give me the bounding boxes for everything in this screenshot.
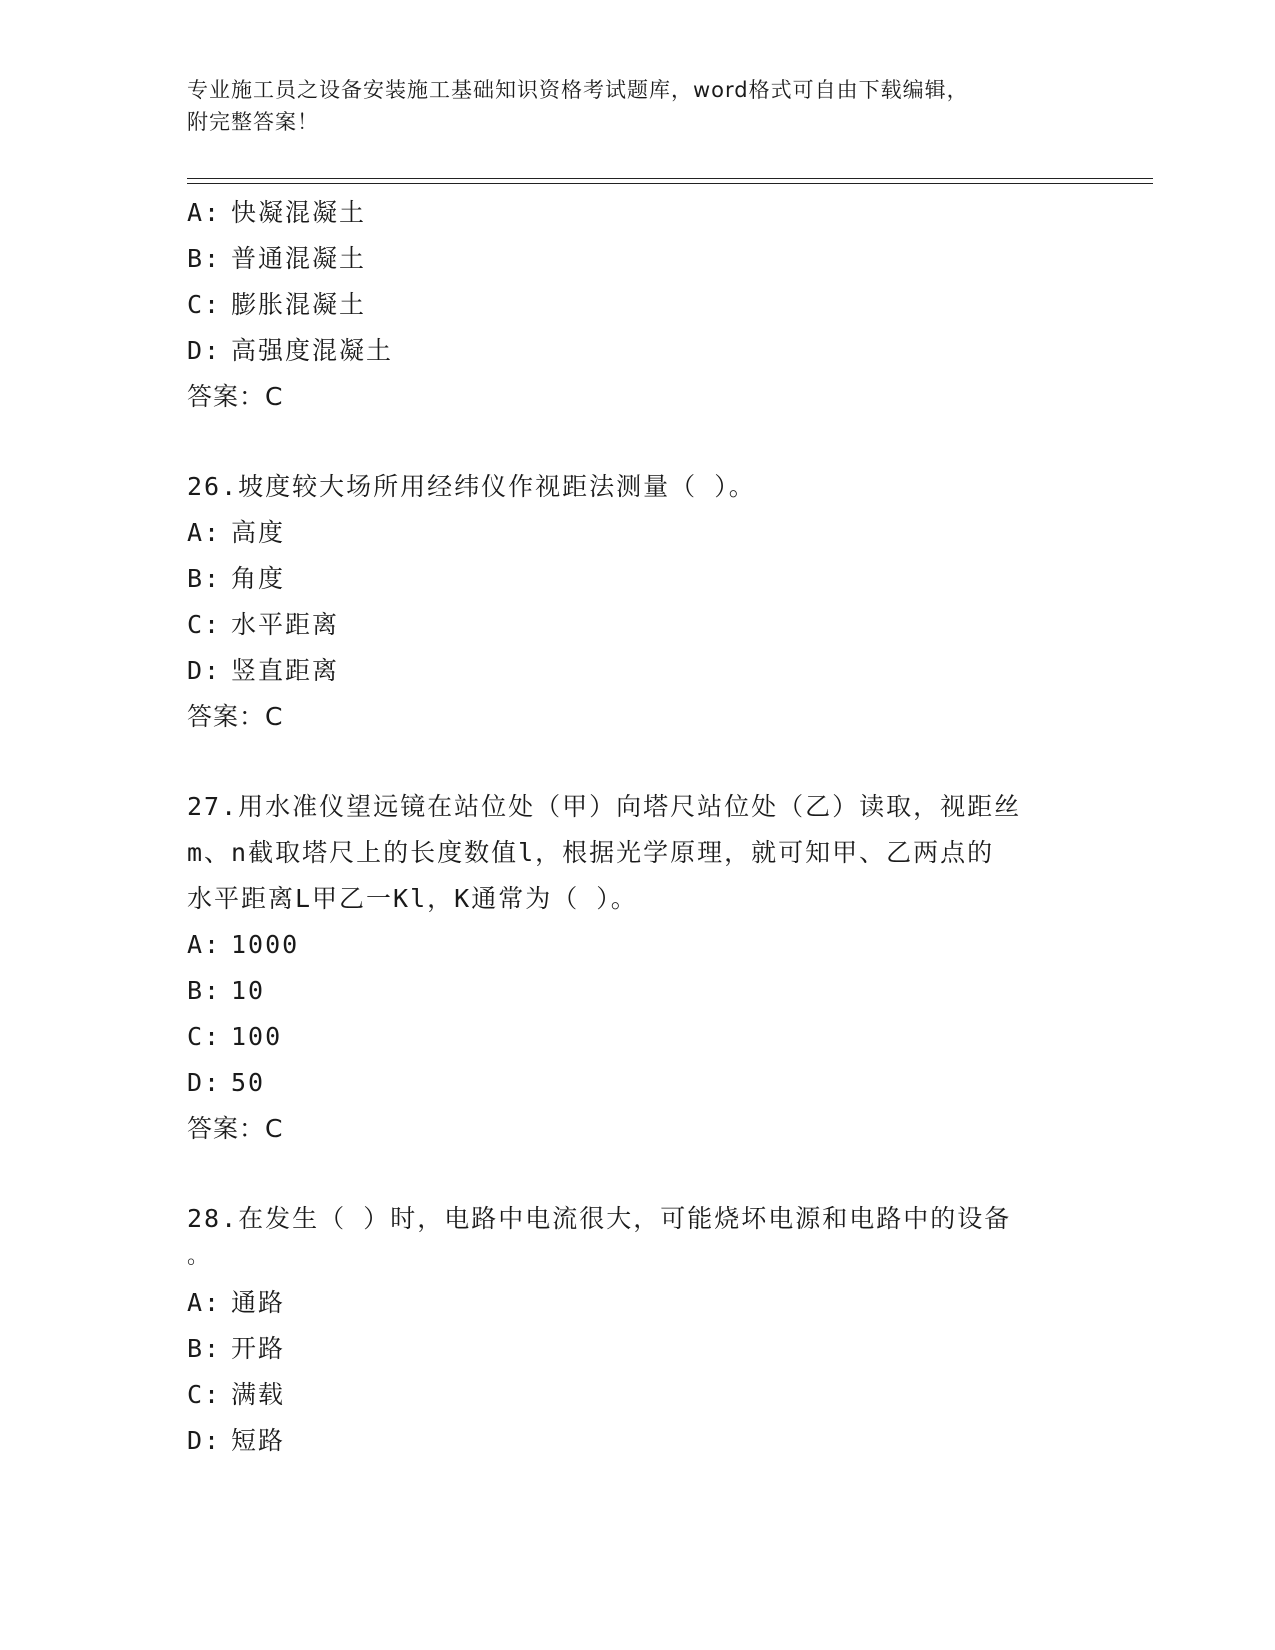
- option-letter: C:: [187, 610, 222, 639]
- option-c: [187, 282, 1087, 328]
- option-text: 通路: [231, 1288, 286, 1317]
- option-text: 高度: [231, 518, 286, 547]
- option-b: [187, 236, 1087, 282]
- header-divider-top: [187, 178, 1153, 179]
- option-d: [187, 648, 1087, 694]
- option-letter: D:: [187, 336, 222, 365]
- option-a: [187, 190, 1087, 236]
- option-letter: B:: [187, 244, 222, 273]
- option-text: 普通混凝土: [231, 244, 367, 273]
- question-stem-line-2: 。: [187, 1244, 212, 1269]
- question-28: [187, 1196, 1087, 1464]
- option-letter: B:: [187, 1334, 222, 1363]
- option-text: 水平距离: [231, 610, 340, 639]
- question-stem: 26.坡度较大场所用经纬仪作视距法测量（ ）。: [187, 472, 756, 501]
- answer-line: 答案：C: [187, 382, 284, 411]
- option-d: [187, 1060, 1087, 1106]
- option-text: 开路: [231, 1334, 286, 1363]
- option-text: 角度: [231, 564, 286, 593]
- option-letter: C:: [187, 290, 222, 319]
- option-letter: A:: [187, 198, 222, 227]
- header-line-2: 附完整答案！: [187, 110, 319, 134]
- answer-line: 答案：C: [187, 702, 284, 731]
- option-text: 膨胀混凝土: [231, 290, 367, 319]
- document-header: [187, 74, 1067, 138]
- option-a: [187, 922, 1087, 968]
- option-letter: A:: [187, 1288, 222, 1317]
- option-c: [187, 1014, 1087, 1060]
- option-b: [187, 1326, 1087, 1372]
- spacer: [187, 740, 1087, 784]
- question-25: [187, 190, 1087, 420]
- option-d: [187, 328, 1087, 374]
- option-letter: B:: [187, 564, 222, 593]
- question-list: [187, 190, 1087, 1464]
- question-27: [187, 784, 1087, 1152]
- option-letter: A:: [187, 518, 222, 547]
- option-text: 快凝混凝土: [231, 198, 367, 227]
- question-stem-line-3: 水平距离L甲乙一Kl，K通常为（ ）。: [187, 884, 638, 913]
- answer-line: 答案：C: [187, 1114, 284, 1143]
- option-text: 高强度混凝土: [231, 336, 394, 365]
- header-divider-bottom: [187, 183, 1153, 184]
- option-c: [187, 602, 1087, 648]
- option-text: 10: [231, 976, 266, 1005]
- option-text: 短路: [231, 1426, 286, 1455]
- option-letter: D:: [187, 1426, 222, 1455]
- option-c: [187, 1372, 1087, 1418]
- option-letter: B:: [187, 976, 222, 1005]
- option-text: 1000: [231, 930, 300, 959]
- question-stem-line-1: 27.用水准仪望远镜在站位处（甲）向塔尺站位处（乙）读取，视距丝: [187, 792, 1022, 821]
- question-26: [187, 464, 1087, 740]
- spacer: [187, 1152, 1087, 1196]
- question-stem-line-2: m、n截取塔尺上的长度数值l，根据光学原理，就可知甲、乙两点的: [187, 838, 995, 867]
- option-a: [187, 510, 1087, 556]
- option-text: 竖直距离: [231, 656, 340, 685]
- option-b: [187, 556, 1087, 602]
- spacer: [187, 420, 1087, 464]
- option-text: 满载: [231, 1380, 286, 1409]
- option-a: [187, 1280, 1087, 1326]
- option-letter: C:: [187, 1380, 222, 1409]
- option-letter: C:: [187, 1022, 222, 1051]
- option-b: [187, 968, 1087, 1014]
- question-stem-line-1: 28.在发生（ ）时，电路中电流很大，可能烧坏电源和电路中的设备: [187, 1204, 1012, 1233]
- option-letter: D:: [187, 1068, 222, 1097]
- header-line-1: 专业施工员之设备安装施工基础知识资格考试题库，word格式可自由下载编辑，: [187, 78, 969, 102]
- option-text: 100: [231, 1022, 283, 1051]
- option-text: 50: [231, 1068, 266, 1097]
- option-letter: A:: [187, 930, 222, 959]
- option-letter: D:: [187, 656, 222, 685]
- option-d: [187, 1418, 1087, 1464]
